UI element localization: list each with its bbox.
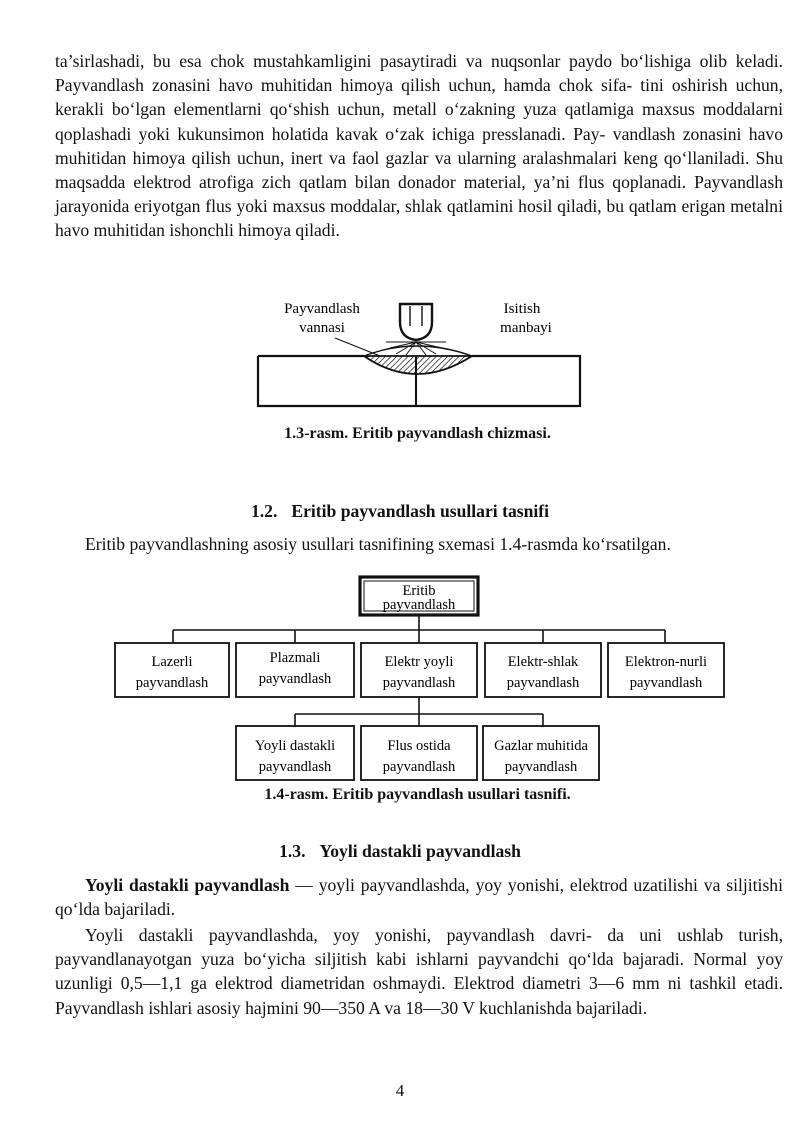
subtype-label: Flus ostida bbox=[387, 738, 451, 754]
method-box-elektr-shlak bbox=[485, 643, 601, 697]
method-label: payvandlash bbox=[629, 675, 703, 691]
classification-diagram bbox=[105, 574, 730, 784]
subtype-box-yoyli-dastakli bbox=[236, 726, 354, 780]
section-1-3-paragraph-2: Yoyli dastakli payvandlashda, yoy yonishi, payvandlash davri- da uni ushlab turish, payvandlanayotgan yuza bo‘yicha siljitish kabi ishlarni payvandchi qo‘lda bajaradi. Normal yoy uzunligi 0,5—1,1 ga elektrod diametridan oshmaydi. Elektrod diametri 3—6 mm ni tashkil etadi. Payvandlash ishlari asosiy hajmini 90—350 A va 18—30 V kuchlanishda bajariladi. bbox=[55, 925, 783, 1018]
subtype-box-flus-ostida bbox=[361, 726, 477, 780]
section-1-2-title: Eritib payvandlash usullari tasnifi bbox=[291, 501, 550, 521]
method-box-lazerli bbox=[115, 643, 229, 697]
method-label: payvandlash bbox=[382, 675, 456, 691]
method-label: Lazerli bbox=[151, 654, 193, 670]
figure-1-4-caption: 1.4-rasm. Eritib payvandlash usullari tasnifi. bbox=[264, 786, 571, 803]
figure-1-3-caption: 1.3-rasm. Eritib payvandlash chizmasi. bbox=[284, 425, 551, 442]
method-label: Elektr-shlak bbox=[507, 654, 579, 670]
root-label-2: payvandlash bbox=[382, 597, 456, 613]
method-box-plazmali bbox=[236, 643, 354, 697]
section-1-3-title: Yoyli dastakli payvandlash bbox=[319, 841, 521, 861]
subtype-box-gazlar-muhitida bbox=[483, 726, 599, 780]
section-1-2-number: 1.2. bbox=[250, 501, 278, 521]
method-label: payvandlash bbox=[506, 675, 580, 691]
section-1-2-intro: Eritib payvandlashning asosiy usullari tasnifining sxemasi 1.4-rasmda ko‘rsatilgan. bbox=[85, 534, 671, 554]
method-box-elektr-yoyli bbox=[361, 643, 477, 697]
method-label: Elektr yoyli bbox=[384, 654, 454, 670]
root-label-1: Eritib bbox=[402, 583, 436, 599]
method-label: Plazmali bbox=[269, 650, 321, 666]
paragraph-1: ta’sirlashadi, bu esa chok mustahkamligini pasaytiradi va nuqsonlar paydo bo‘lishiga olib keladi. Payvandlash zonasini havo muhitidan himoya qilish uchun, hamda chok sifa- tini oshirish uchun, kerakli bo‘lgan elementlarni qo‘shish uchun, metall o‘zakning yuza qatlamiga maxsus moddalarni qoplashadi yoki kukunsimon holatida kavak o‘zak ichiga presslanadi. Pay- vandlash zonasini havo muhitidan himoya qilish uchun, inert va faol gazlar va ularning aralashmalari keng qo‘llaniladi. Shu maqsadda elektrod atrofiga zich qatlam bilan donador material, ya’ni flus qoplanadi. Payvandlash jarayonida eriyotgan flus yoki maxsus moddalar, shlak qatlamini hosil qiladi, bu qatlam erigan metalni havo muhitidan ishonchli himoya qiladi. bbox=[55, 51, 783, 241]
method-label: Elektron-nurli bbox=[624, 654, 708, 670]
subtype-label: payvandlash bbox=[258, 759, 332, 775]
label-source-2: manbayi bbox=[500, 320, 552, 336]
label-source-1: Isitish bbox=[503, 301, 541, 317]
welding-scheme-figure bbox=[240, 292, 590, 422]
weld-pool bbox=[364, 356, 472, 374]
definition-text: — yoyli payvandlashda, yoy yonishi, elektrod uzatilishi va siljitishi qo‘lda bajariladi. bbox=[55, 875, 783, 920]
method-label: payvandlash bbox=[135, 675, 209, 691]
term-bold: Yoyli dastakli payvandlash bbox=[85, 875, 290, 895]
level1-connectors bbox=[173, 615, 665, 643]
heat-source-torch bbox=[400, 304, 432, 340]
label-pool-2: vannasi bbox=[299, 320, 345, 336]
section-1-2-heading bbox=[0, 500, 800, 522]
level2-connectors bbox=[295, 697, 543, 726]
arc-sparks bbox=[386, 342, 446, 355]
subtype-label: payvandlash bbox=[504, 759, 578, 775]
label-pool-1: Payvandlash bbox=[284, 301, 360, 317]
pool-leader-line bbox=[335, 338, 380, 356]
page-number: 4 bbox=[395, 1081, 405, 1100]
method-box-elektron-nurli bbox=[608, 643, 724, 697]
subtype-label: payvandlash bbox=[382, 759, 456, 775]
section-1-3-number: 1.3. bbox=[279, 841, 306, 861]
subtype-label: Gazlar muhitida bbox=[494, 738, 588, 754]
section-1-3-heading bbox=[0, 840, 800, 862]
method-label: payvandlash bbox=[258, 671, 332, 687]
subtype-label: Yoyli dastakli bbox=[254, 738, 336, 754]
section-1-3-paragraph-1 bbox=[55, 873, 783, 921]
